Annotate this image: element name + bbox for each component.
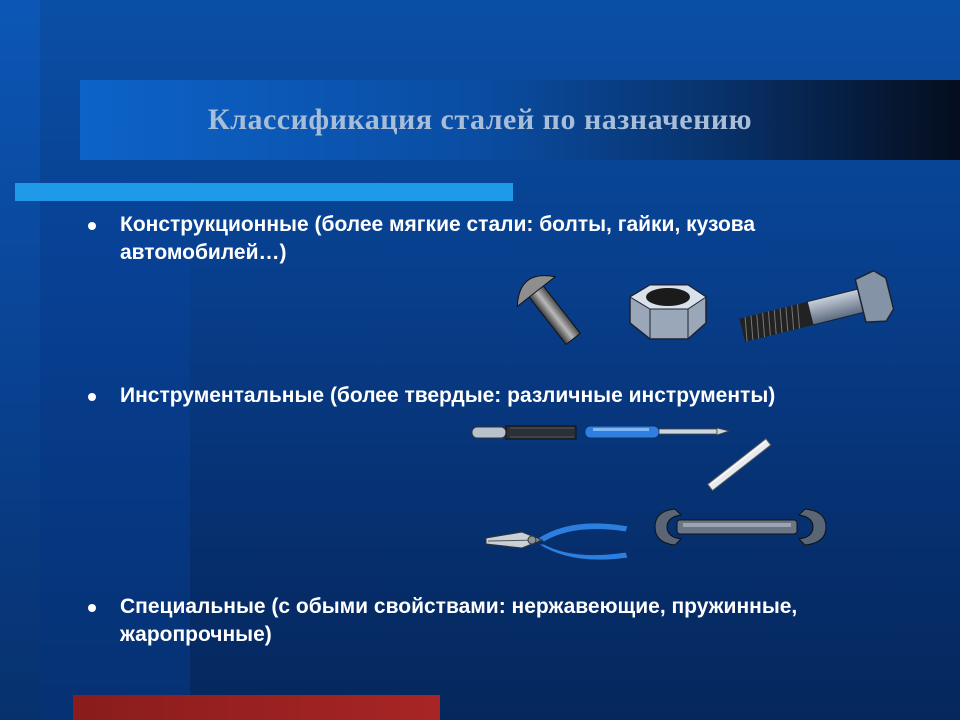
bolt-icon bbox=[735, 268, 895, 348]
bullet-structural-steels bbox=[88, 211, 848, 267]
bullet-text: Специальные (с обыми свойствами: нержавеющие, пружинные, жаропрочные) bbox=[120, 595, 798, 646]
rivet-icon bbox=[505, 270, 595, 355]
nut-icon bbox=[620, 283, 710, 343]
left-edge-band bbox=[0, 0, 40, 720]
pliers-icon bbox=[482, 512, 632, 572]
wrench-icon bbox=[653, 505, 828, 550]
bottom-red-bar bbox=[73, 695, 440, 720]
chisel-icon bbox=[700, 436, 780, 492]
slide-title: Классификация сталей по назначению bbox=[207, 103, 753, 136]
accent-bar bbox=[15, 183, 513, 201]
bullet-text: Инструментальные (более твердые: различные инструменты) bbox=[120, 384, 776, 407]
bullet-dot bbox=[88, 604, 96, 612]
bullet-special-steels bbox=[88, 593, 848, 649]
bullet-dot bbox=[88, 222, 96, 230]
bullet-tool-steels bbox=[88, 382, 848, 410]
bullet-text: Конструкционные (более мягкие стали: болты, гайки, кузова автомобилей…) bbox=[120, 213, 756, 264]
bullet-dot bbox=[88, 393, 96, 401]
file-icon bbox=[470, 420, 580, 444]
